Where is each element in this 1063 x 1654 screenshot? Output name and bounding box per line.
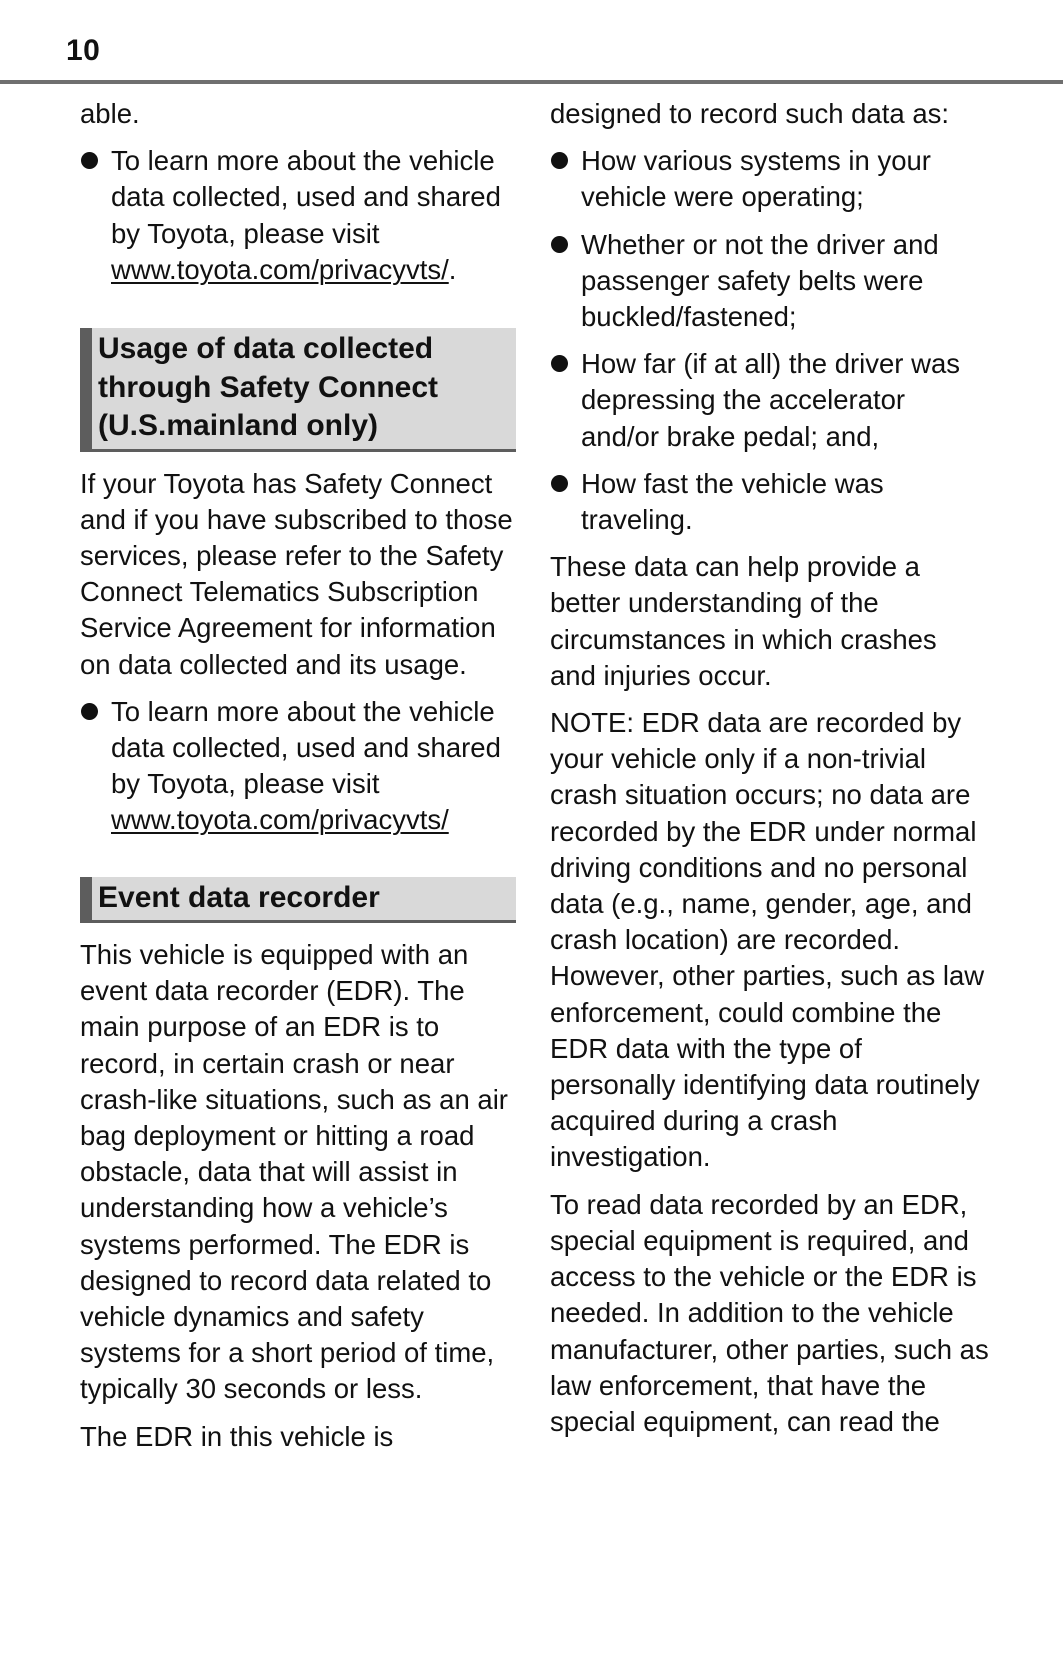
bullet-text: How far (if at all) the driver was depressing the accelerator and/or brake pedal; and, [581,348,960,452]
edr-bullet-item [550,143,990,215]
bullet-text: To learn more about the vehicle data collected, used and shared by Toyota, please visit [111,695,501,800]
privacy-link[interactable]: www.toyota.com/privacyvts/ [111,804,449,836]
bullet-dot-icon [551,236,568,253]
edr-paragraph-2: The EDR in this vehicle is [80,1420,394,1452]
bullet-dot-icon [551,475,568,492]
edr-paragraph-note: NOTE: EDR data are recorded by your vehicle only if a non-trivial crash situation occurs; no data are recorded by the EDR under normal driving conditions and no personal data (e.g., name, gender, age, and crash location) are recorded. However, other parties, such as law enforcement, could combine the EDR data with the type of personally identifying data routinely acquired during a crash investigation. [550,707,985,1173]
header-rule [0,80,1063,84]
bullet-item-privacy-2 [80,694,516,839]
edr-paragraph-read-data: To read data recorded by an EDR, special equipment is required, and access to the vehicle or the EDR is needed. In addition to the vehicle manufacturer, other parties, such as law enforcement, that have the special equipment, can read the [550,1188,989,1437]
left-column [80,96,516,1466]
edr-paragraph-understanding: These data can help provide a better understanding of the circumstances in which crashes and injuries occur. [550,551,937,691]
bullet-dot-icon [551,152,568,169]
edr-paragraph-1: This vehicle is equipped with an event data recorder (EDR). The main purpose of an EDR is to record, in certain crash or near crash-like situations, such as an air bag deployment or hitting a road obstacle, data that will assist in understanding how a vehicle’s systems performed. The EDR is designed to record data related to vehicle dynamics and safety systems for a short period of time, typically 30 seconds or less. [80,939,508,1405]
continuation-text: able. [80,98,140,129]
edr-intro: designed to record such data as: [550,98,950,129]
section-heading-event-data-recorder: Event data recorder [80,877,516,924]
bullet-text: How various systems in your vehicle were operating; [581,145,931,213]
bullet-dot-icon [551,355,568,372]
bullet-text: Whether or not the driver and passenger safety belts were buckled/fastened; [581,228,939,333]
safety-connect-paragraph: If your Toyota has Safety Connect and if you have subscribed to those services, please refer to the Safety Connect Telematics Subscription Service Agreement for information on data collected and its usage. [80,467,513,680]
edr-bullet-item [550,466,990,538]
privacy-link[interactable]: www.toyota.com/privacyvts/ [111,253,449,285]
right-column [550,96,990,1451]
bullet-trailing-period: . [448,253,457,285]
bullet-text: To learn more about the vehicle data collected, used and shared by Toyota, please visit [111,145,501,249]
bullet-text: How fast the vehicle was traveling. [581,467,884,536]
bullet-item-privacy-1 [80,143,516,288]
bullet-dot-icon [81,703,98,720]
page-number: 10 [66,34,101,67]
section-heading-safety-connect: Usage of data collected through Safety Connect (U.S.mainland only) [80,328,516,452]
edr-bullet-item [550,227,990,336]
edr-bullet-item [550,346,990,455]
bullet-dot-icon [81,152,98,169]
